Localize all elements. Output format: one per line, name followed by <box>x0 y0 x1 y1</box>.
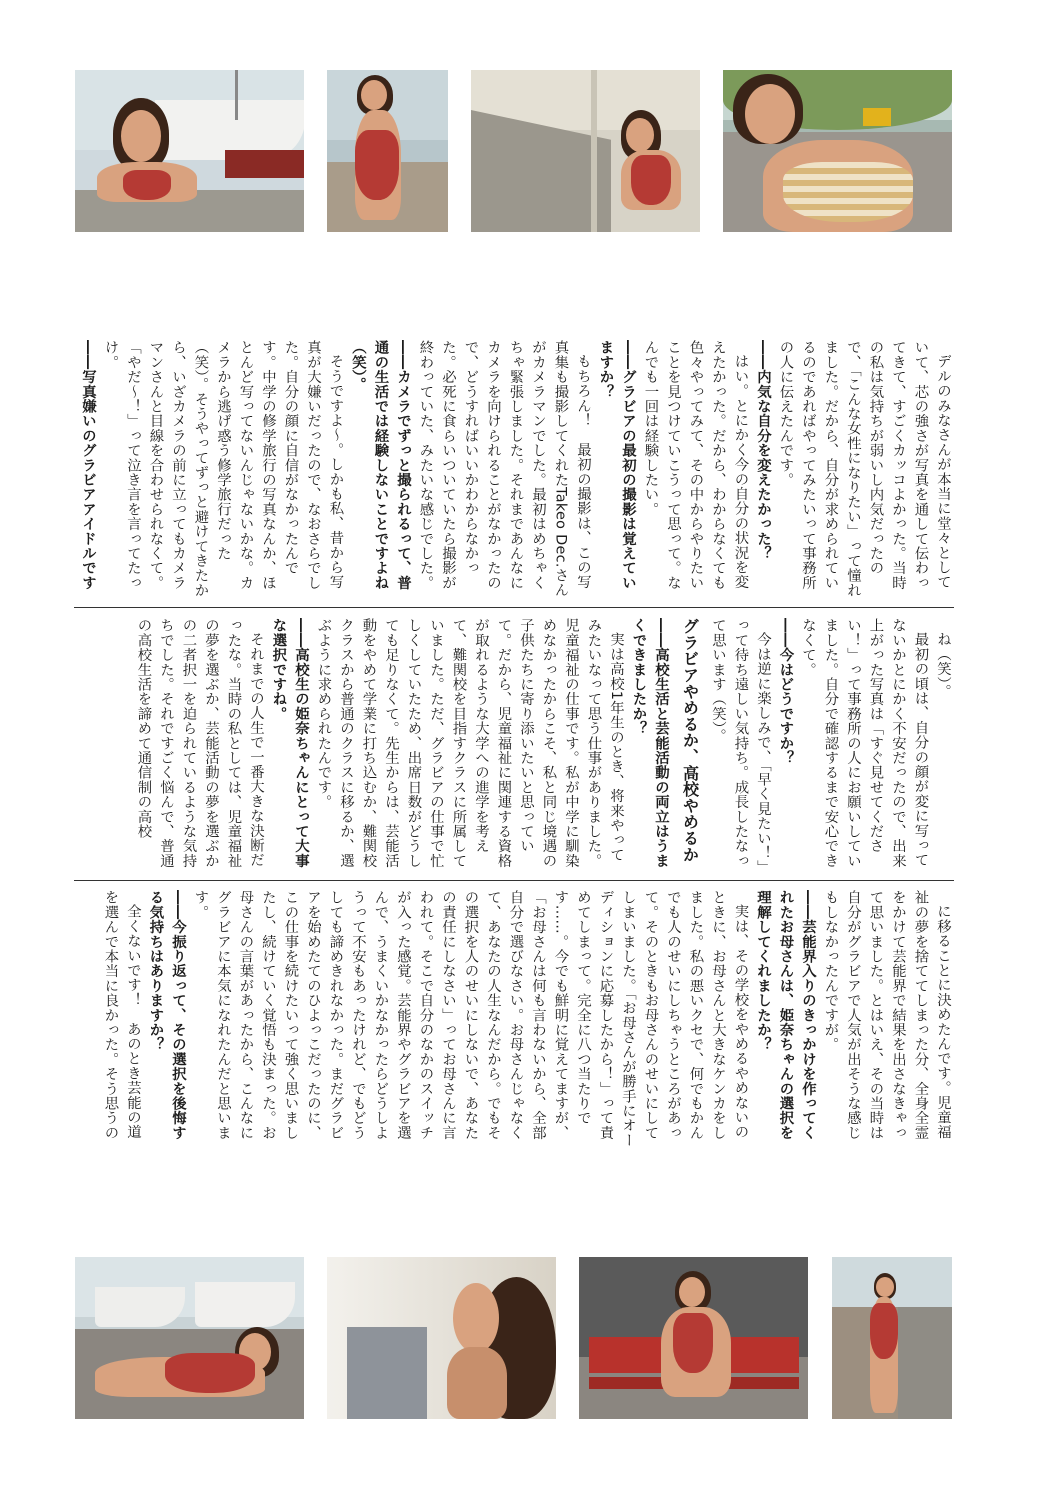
interview-question: ――内気な自分を変えたかった？ <box>755 340 771 561</box>
interview-answer: それまでの人生で一番大きな決断だったな。当時の私としては、児童福祉の夢を選ぶか、芸能活動の夢を選ぶかの二者択一を迫られているような気持ちでした。それですごく悩んで、普通の高校生活を諦めて通信制の高校 <box>135 618 264 868</box>
model-swimsuit <box>355 130 399 200</box>
model-swimsuit <box>870 1303 898 1359</box>
model-face <box>453 1283 499 1353</box>
model-face <box>626 118 654 152</box>
interview-question: ――グラビアの最初の撮影は覚えていますか？ <box>597 340 636 590</box>
model-swimsuit <box>631 155 671 205</box>
interview-question: ――カメラでずっと撮られるって、普通の生活では経験しないことですよね（笑）。 <box>350 340 411 590</box>
interview-question: ――高校生の姫奈ちゃんにとって大事な選択ですね。 <box>270 618 309 868</box>
interview-question: ――今はどうですか？ <box>777 618 794 765</box>
photo-harbor-wall <box>75 70 304 232</box>
interview-question: ――高校生活と芸能活動の両立はうまくできましたか？ <box>630 618 669 868</box>
model-swimsuit <box>123 170 171 200</box>
interview-answer: 実は、その学校をやめるやめないのときに、お母さんと大きなケンカをしました。私の悪いクセで、何でもかんでも人のせいにしちゃうところがあって。そのときもお母さんのせいにしてしまいました。「お母さんが勝手にオーディションに応募したから！」って責めてしまって。完全に八つ当たりです……。今でも鮮明に覚えてますが、「お母さんは何も言わないから、全部自分で選びなさい。お母さんじゃなくて、あなたの人生なんだから。でもその選択を人のせいにしないで、あなたの責任にしなさい」ってお母さんに言われて。そこで自分のなかのスイッチが入った感覚。芸能界やグラビアを選んで、うまくいかなかったらどうしようって不安もあったけれど、でもどうしても諦めきれなかった。まだグラビアを始めたてのひよっこだったのに、この仕事を続けたいって強く思いましたし、続けていく覚悟も決まった。お母さんの言葉があったから、こんなにグラビアに本気になれたんだと思います。 <box>192 890 749 1148</box>
model-face <box>745 84 795 144</box>
section-heading: グラビアやめるか、高校やめるか <box>680 618 700 863</box>
photo-red-bench <box>579 1257 808 1419</box>
model-swimsuit <box>673 1313 713 1373</box>
interview-answer: はい。とにかく今の自分の状況を変えたかった。だから、わからなくても色々やってみて、その中からやりたいことを見つけていこうって思って。なんでも一回は経験したい。 <box>642 340 749 590</box>
interview-answer: ね（笑）。 <box>935 632 951 699</box>
interview-question: ――写真嫌いのグラビアアイドルです <box>80 340 96 590</box>
photo-closeup-profile <box>327 1257 556 1419</box>
photo-reclining-harbor <box>75 1257 304 1419</box>
photo-bicycle-road <box>723 70 952 232</box>
divider-rule-2 <box>74 880 954 881</box>
interview-answer: そうですよ～。しかも私、昔から写真が大嫌いだったので、なおさらでした。自分の顔に自信がなかったんです。中学の修学旅行の写真なんか、ほとんど写ってないんじゃないかな。カメラから逃げ惑う修学旅行だった（笑）。そうやってずっと避けてきたから、いざカメラの前に立ってもカメラマンさんと目線を合わせられなくて。「やだ～！」って泣き言を言ってたっけ。 <box>102 340 344 598</box>
model-face <box>876 1277 894 1297</box>
model-swimsuit <box>165 1353 255 1393</box>
building-blur <box>347 1327 427 1419</box>
road-sign-icon <box>863 108 891 126</box>
concrete-block <box>898 1307 952 1419</box>
interview-answer: 実は高校1年生のとき、将来やってみたいなって思う仕事がありました。児童福祉の仕事です。私が中学に馴染めなかったからこそ、私と同じ境遇の子供たちに寄り添いたいと思っていて。だから、児童福祉に関連する資格が取れるような大学への進学を考えて、難関校を目指すクラスに所属していました。ただ、グラビアの仕事で忙しくしていたため、出席日数がどうしても足りなくて。先生からは、芸能活動をやめて学業に打ち込むか、難関校クラスから普通のクラスに移るか、選ぶように求められたんです。 <box>315 618 624 868</box>
interview-answer: 全くないです！ あのとき芸能の道を選んで本当に良かった。そう思うの <box>102 890 141 1140</box>
interview-answer: 最初の頃は、自分の顔が変に写ってないかとにかく不安だったので、出来上がった写真は「すぐ見せてください！」って事務所の人にお願いしていました。自分で確認するまで安心できなくて。 <box>800 618 929 868</box>
article-band-3 <box>74 890 954 1152</box>
photo-seaside-pose <box>327 70 448 232</box>
boat-hull <box>195 1282 295 1327</box>
boat-mast <box>235 70 238 120</box>
interview-answer: 今は逆に楽しみで、「早く見たい！」って待ち遠しい気持ち。成長したなって思います（笑）。 <box>710 618 771 868</box>
boat-hull-red <box>225 150 304 178</box>
model-striped-top <box>783 162 913 222</box>
interview-question: ――芸能界入りのきっかけを作ってくれたお母さんは、姫奈ちゃんの選択を理解してくれましたか？ <box>755 890 816 1140</box>
interview-question: ――今振り返って、その選択を後悔する気持ちはありますか？ <box>147 890 186 1140</box>
divider-rule-1 <box>74 607 954 608</box>
photo-concrete-wall <box>471 70 700 232</box>
model-face <box>121 110 161 162</box>
article-band-2 <box>74 618 954 870</box>
model-neck <box>447 1347 507 1419</box>
interview-answer: デルのみなさんが本当に堂々としていて、芯の強さが写真を通して伝わってきて、すごくカッコよかった。当時の私は気持ちが弱いし内気だったので、「こんな女性になりたい」って憧れました。だから、自分が求められているのであればやってみたいって事務所の人に伝えたんです。 <box>777 340 951 598</box>
boat-hull <box>95 1287 185 1327</box>
interview-answer: もちろん！ 最初の撮影は、この写真集も撮影してくれたTakeo Dec.さんがカメラマンでした。最初はめちゃくちゃ緊張しました。それまであんなにカメラを向けられることがなかったので、どうすればいいかわからなかった。必死に食らいついていたら撮影が終わっていた、みたいな感じでした。 <box>417 340 591 598</box>
model-face <box>679 1277 705 1307</box>
interview-answer: に移ることに決めたんです。児童福祉の夢を捨ててしまった分、全身全霊をかけて芸能界で結果を出さなきゃって思いました。とはいえ、その当時は自分がグラビアで人気が出そうな感じもしなかったんですが。 <box>822 890 951 1140</box>
photo-pier-standing <box>832 1257 952 1419</box>
article-band-1 <box>74 340 954 598</box>
model-face <box>361 80 387 110</box>
utility-pole <box>591 70 597 232</box>
